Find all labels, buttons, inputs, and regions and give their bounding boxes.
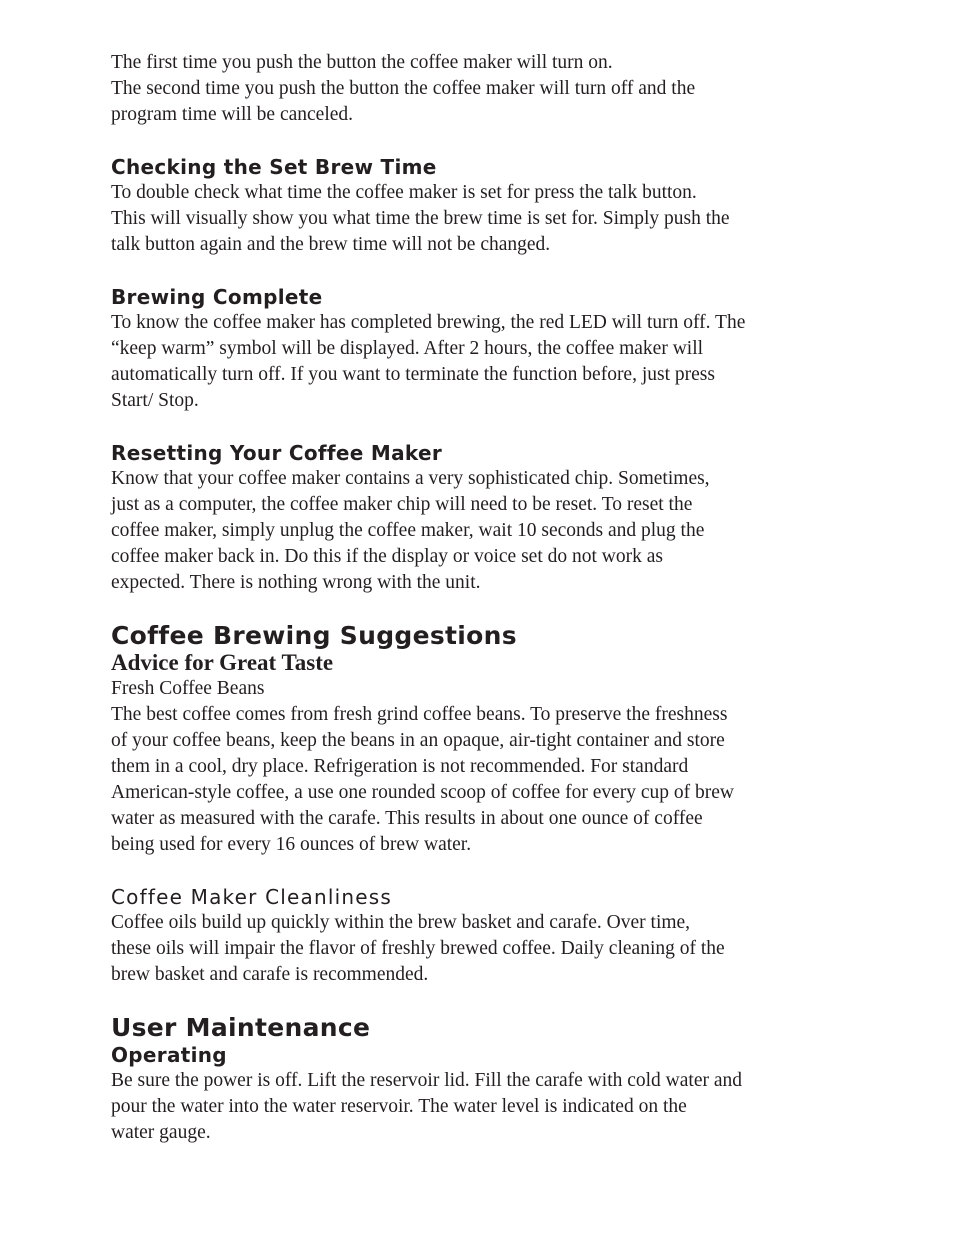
checking-brew-time-heading: Checking the Set Brew Time [111, 155, 437, 179]
user-maintenance-heading: User Maintenance [111, 1013, 371, 1042]
advice-great-taste-subheading: Advice for Great Taste [111, 650, 334, 675]
operating-paragraph: Be sure the power is off. Lift the reservoir lid. Fill the carafe with cold water and pour the water into the water reservoir. The water level is indicated on the water gauge. [111, 1070, 743, 1143]
cleanliness-heading: Coffee Maker Cleanliness [111, 885, 393, 909]
intro-paragraph: The first time you push the button the coffee maker will turn on. The second time you push the button the coffee maker will turn off and the program time will be canceled. [111, 52, 696, 125]
resetting-heading: Resetting Your Coffee Maker [111, 441, 442, 465]
brewing-complete-paragraph: To know the coffee maker has completed brewing, the red LED will turn off. The “keep warm” symbol will be displayed. After 2 hours, the coffee maker will automatically turn off. If you want to terminate the function before, just press Start/ Stop. [111, 312, 746, 411]
coffee-brewing-suggestions-heading: Coffee Brewing Suggestions [111, 621, 517, 650]
fresh-coffee-beans-label: Fresh Coffee Beans [111, 678, 265, 699]
fresh-coffee-beans-paragraph: The best coffee comes from fresh grind coffee beans. To preserve the freshness of your coffee beans, keep the beans in an opaque, air-tight container and store them in a cool, dry place. Refrigeration is not recommended. For standard American-style coffee, a use one rounded scoop of coffee for every cup of brew water as measured with the carafe. This results in about one ounce of coffee being used for every 16 ounces of brew water. [111, 704, 735, 855]
operating-subheading: Operating [111, 1043, 227, 1067]
manual-page [111, 50, 846, 1146]
cleanliness-paragraph: Coffee oils build up quickly within the brew basket and carafe. Over time, these oils will impair the flavor of freshly brewed coffee. Daily cleaning of the brew basket and carafe is recommended. [111, 912, 725, 985]
brewing-complete-heading: Brewing Complete [111, 285, 323, 309]
checking-brew-time-paragraph: To double check what time the coffee maker is set for press the talk button. This will visually show you what time the brew time is set for. Simply push the talk button again and the brew time will not be changed. [111, 182, 730, 255]
resetting-paragraph: Know that your coffee maker contains a very sophisticated chip. Sometimes, just as a computer, the coffee maker chip will need to be reset. To reset the coffee maker, simply unplug the coffee maker, wait 10 seconds and plug the coffee maker back in. Do this if the display or voice set do not work as expected. There is nothing wrong with the unit. [111, 468, 710, 593]
